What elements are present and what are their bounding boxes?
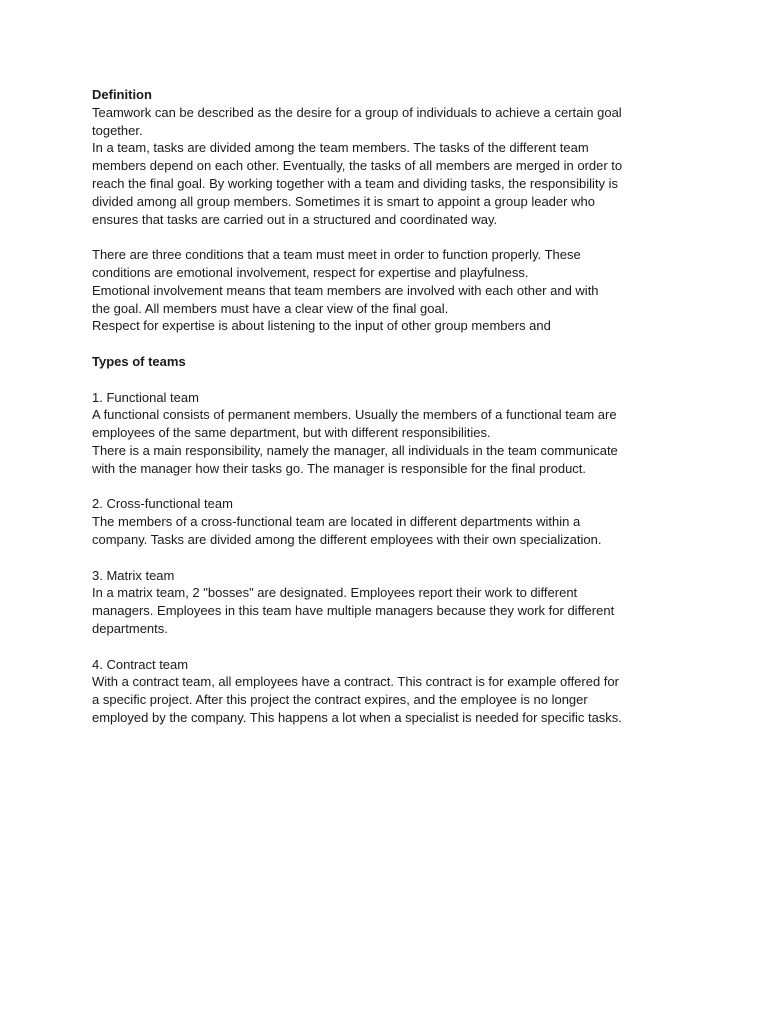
section-line: managers. Employees in this team have multiple managers because they work for different [92,603,615,619]
section-title-cross-functional: 2. Cross-functional team [92,496,233,512]
definition-line: ensures that tasks are carried out in a structured and coordinated way. [92,211,498,227]
definition-line: together. [92,122,143,138]
conditions-line: Emotional involvement means that team members are involved with each other and with [92,282,599,298]
conditions-line: the goal. All members must have a clear view of the final goal. [92,300,449,316]
section-title-functional: 1. Functional team [92,389,199,405]
definition-line: In a team, tasks are divided among the team members. The tasks of the different team [92,140,589,156]
conditions-line: There are three conditions that a team must meet in order to function properly. These [92,247,581,263]
section-line: company. Tasks are divided among the different employees with their own specialization. [92,531,602,547]
paragraph-gap [92,478,692,496]
definition-line: Teamwork can be described as the desire for a group of individuals to achieve a certain goal [92,104,622,120]
section-title-contract: 4. Contract team [92,656,189,672]
paragraph-gap [92,638,692,656]
definition-line: reach the final goal. By working together with a team and dividing tasks, the responsibility is [92,175,619,191]
conditions-line: conditions are emotional involvement, respect for expertise and playfulness. [92,264,529,280]
section-line: A functional consists of permanent members. Usually the members of a functional team are [92,407,617,423]
types-heading: Types of teams [92,353,186,369]
conditions-line: Respect for expertise is about listening to the input of other group members and [92,318,551,334]
section-line: employees of the same department, but with different responsibilities. [92,425,491,441]
paragraph-gap [92,371,692,389]
section-line: with the manager how their tasks go. The manager is responsible for the final product. [92,460,587,476]
section-line: There is a main responsibility, namely the manager, all individuals in the team communicate [92,442,618,458]
definition-line: divided among all group members. Sometimes it is smart to appoint a group leader who [92,193,595,209]
paragraph-gap [92,335,692,353]
definition-line: members depend on each other. Eventually, the tasks of all members are merged in order to [92,158,623,174]
document-page [92,86,692,727]
section-line: employed by the company. This happens a lot when a specialist is needed for specific tasks. [92,709,622,725]
section-line: In a matrix team, 2 "bosses" are designated. Employees report their work to different [92,585,578,601]
paragraph-gap [92,549,692,567]
definition-heading: Definition [92,87,152,102]
section-line: a specific project. After this project the contract expires, and the employee is no longer [92,692,588,708]
paragraph-gap [92,228,692,246]
section-line: departments. [92,620,168,636]
section-title-matrix: 3. Matrix team [92,567,175,583]
section-line: The members of a cross-functional team are located in different departments within a [92,514,581,530]
section-line: With a contract team, all employees have a contract. This contract is for example offered for [92,674,619,690]
